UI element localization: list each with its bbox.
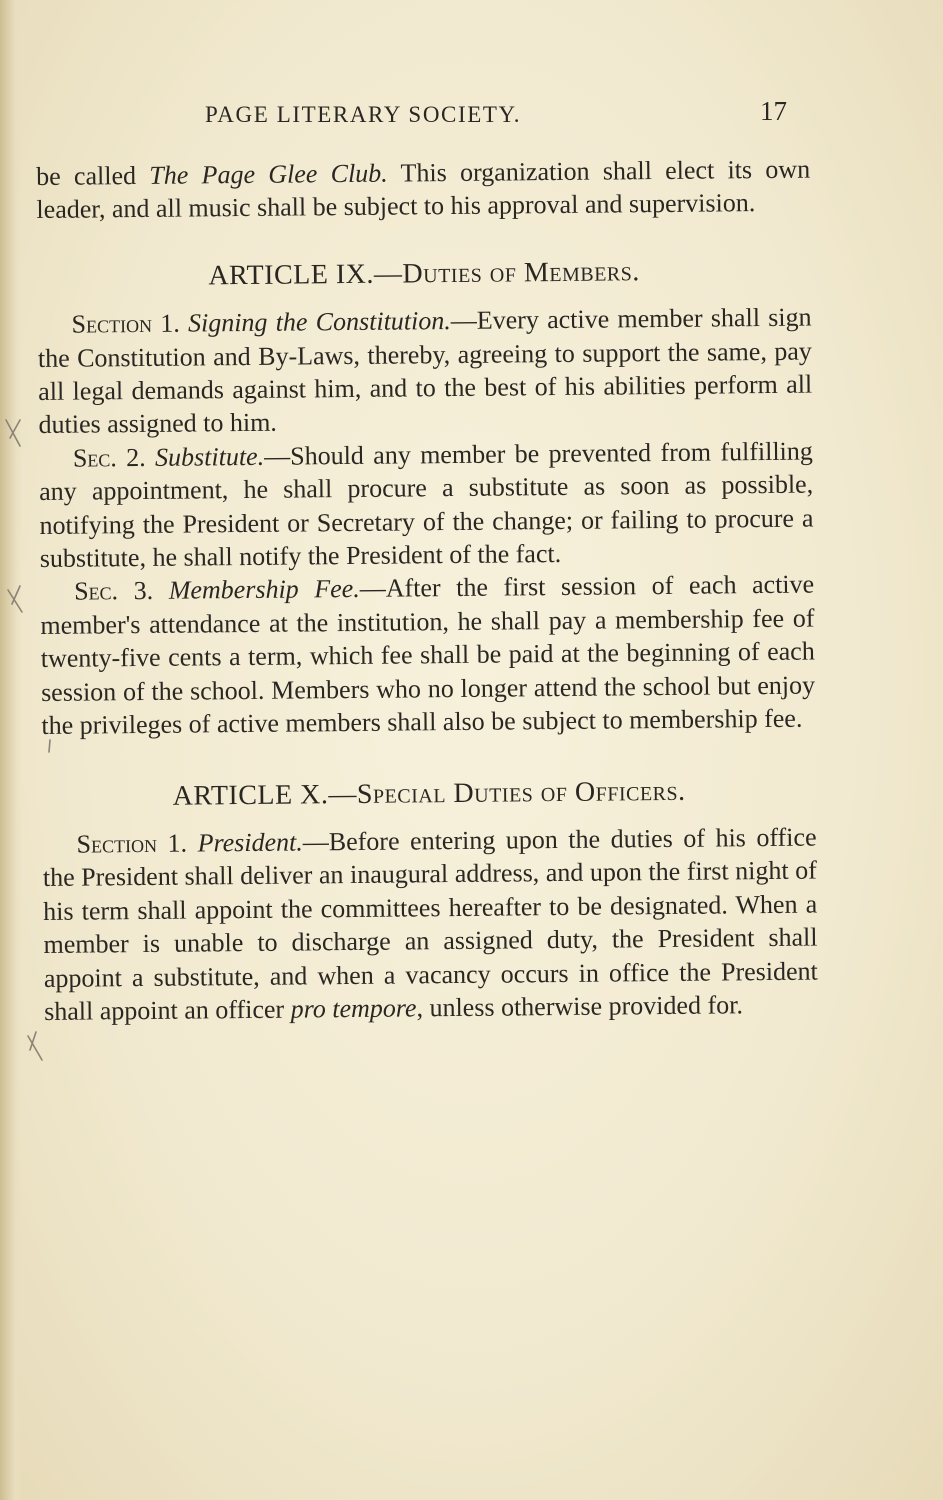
article-9-section-2	[39, 434, 814, 575]
article-10-section-1	[42, 820, 818, 1028]
continuation-before: be called	[36, 160, 150, 191]
section-text: —After the first session of each active member's attendance at the institution, he shall pay a membership fee of twenty-five cents a term, which fee shall be paid at the beginning of each session of the school. Members who no longer attend the school but enjoy the privileges of active members shall also be subject to membership fee.	[40, 570, 816, 741]
section-text: —Should any member be prevented from fulfilling any appointment, he shall procure a substitute as soon as possible, notifying the President or Secretary of the change; or failing to procure a substitute, he shall notify the President of the fact.	[39, 436, 814, 574]
club-name: The Page Glee Club.	[149, 158, 388, 190]
section-title: Membership Fee.	[168, 574, 360, 606]
continuation-after: This organization shall elect its own leader, and all music shall be subject to his approval and supervision.	[36, 154, 811, 225]
section-title: President.	[197, 827, 303, 858]
latin-phrase: pro tempore	[290, 993, 417, 1024]
section-title: Substitute.	[154, 441, 265, 472]
article-9-title: Duties of Members.	[402, 256, 640, 290]
article-10-number: ARTICLE X.—	[172, 778, 358, 812]
section-text: —Every active member shall sign the Constitution and By-Laws, thereby, agreeing to support the same, pay all legal demands against him, and to the best of his abilities perform all duties assigned to him.	[37, 302, 813, 440]
article-9-number: ARTICLE IX.—	[208, 258, 403, 292]
page-header	[205, 96, 787, 136]
section-label: Sec. 3.	[74, 576, 154, 607]
continuation-paragraph	[36, 153, 811, 227]
article-9-heading	[37, 253, 811, 294]
section-label: Sec. 2.	[72, 442, 146, 473]
section-title: Signing the Constitution.	[187, 306, 451, 338]
article-9-section-1	[37, 301, 812, 442]
article-9-section-3	[40, 568, 816, 742]
section-label: Section 1.	[71, 308, 180, 339]
article-10-title: Special Duties of Officers.	[356, 775, 686, 810]
section-label: Section 1.	[76, 828, 188, 859]
pencil-mark-icon	[28, 1032, 42, 1060]
page-body	[36, 153, 818, 1029]
section-text-before: —Before entering upon the duties of his office the President shall deliver an inaugural address, and upon the first night of his term shall appoint the committees hereafter to be designated. When a member is unable to discharge an assigned duty, the President shall appoint a substitute, and when a vacancy occurs in office the President shall appoint an officer	[42, 822, 818, 1026]
running-title: PAGE LITERARY SOCIETY.	[205, 102, 522, 127]
page-number: 17	[760, 96, 787, 126]
article-10-heading	[42, 773, 816, 814]
page-spine-shadow	[0, 0, 22, 1500]
section-text-after: , unless otherwise provided for.	[416, 990, 744, 1023]
